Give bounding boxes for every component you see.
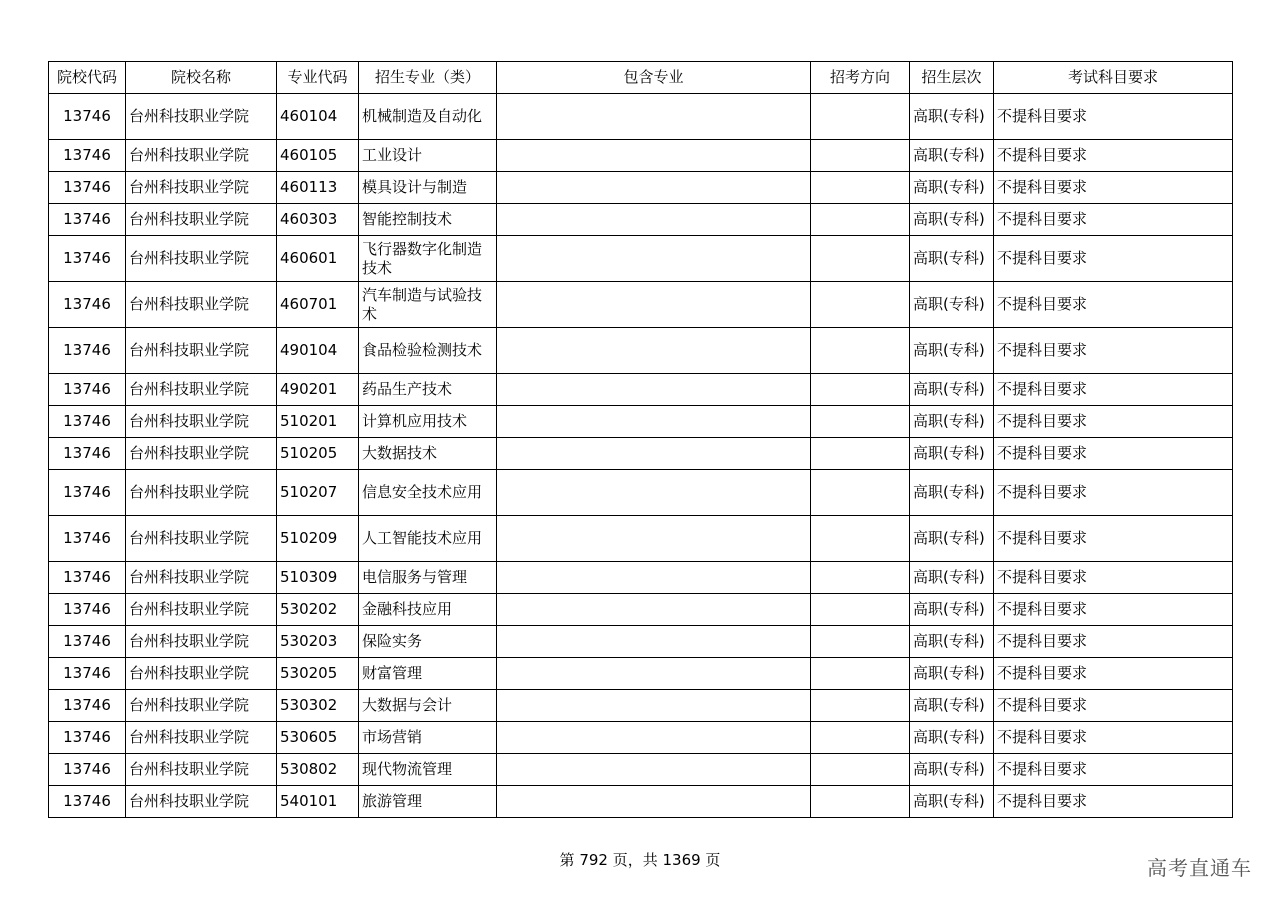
- subject-requirement-cell: 不提科目要求: [994, 140, 1233, 172]
- level-cell: 高职(专科): [910, 690, 994, 722]
- school-name-cell: 台州科技职业学院: [126, 690, 277, 722]
- direction-cell: [811, 516, 910, 562]
- table-row: [49, 94, 1233, 140]
- subject-requirement-cell: 不提科目要求: [994, 328, 1233, 374]
- level-cell: 高职(专科): [910, 282, 994, 328]
- subject-requirement-cell: 不提科目要求: [994, 204, 1233, 236]
- school-name-cell: 台州科技职业学院: [126, 786, 277, 818]
- subject-requirement-cell: 不提科目要求: [994, 594, 1233, 626]
- major-name-cell: 大数据与会计: [359, 690, 497, 722]
- school-name-cell: 台州科技职业学院: [126, 282, 277, 328]
- school-name-cell: 台州科技职业学院: [126, 562, 277, 594]
- school-name-cell: 台州科技职业学院: [126, 374, 277, 406]
- included-majors-cell: [497, 690, 811, 722]
- school-code-cell: 13746: [49, 328, 126, 374]
- table-row: [49, 470, 1233, 516]
- school-code-cell: 13746: [49, 94, 126, 140]
- level-cell: 高职(专科): [910, 658, 994, 690]
- school-name-cell: 台州科技职业学院: [126, 516, 277, 562]
- included-majors-cell: [497, 328, 811, 374]
- direction-cell: [811, 722, 910, 754]
- level-cell: 高职(专科): [910, 786, 994, 818]
- major-code-cell: 460303: [277, 204, 359, 236]
- included-majors-cell: [497, 282, 811, 328]
- school-name-cell: 台州科技职业学院: [126, 470, 277, 516]
- included-majors-cell: [497, 438, 811, 470]
- school-name-cell: 台州科技职业学院: [126, 658, 277, 690]
- major-name-cell: 人工智能技术应用: [359, 516, 497, 562]
- major-name-cell: 智能控制技术: [359, 204, 497, 236]
- included-majors-cell: [497, 374, 811, 406]
- school-code-cell: 13746: [49, 722, 126, 754]
- major-name-cell: 现代物流管理: [359, 754, 497, 786]
- header-major: 招生专业（类）: [359, 62, 497, 94]
- header-subject-requirement: 考试科目要求: [994, 62, 1233, 94]
- included-majors-cell: [497, 722, 811, 754]
- major-name-cell: 机械制造及自动化: [359, 94, 497, 140]
- major-name-cell: 财富管理: [359, 658, 497, 690]
- level-cell: 高职(专科): [910, 626, 994, 658]
- direction-cell: [811, 204, 910, 236]
- subject-requirement-cell: 不提科目要求: [994, 374, 1233, 406]
- direction-cell: [811, 562, 910, 594]
- direction-cell: [811, 282, 910, 328]
- table-row: [49, 594, 1233, 626]
- subject-requirement-cell: 不提科目要求: [994, 172, 1233, 204]
- subject-requirement-cell: 不提科目要求: [994, 754, 1233, 786]
- direction-cell: [811, 236, 910, 282]
- included-majors-cell: [497, 94, 811, 140]
- major-code-cell: 530802: [277, 754, 359, 786]
- school-code-cell: 13746: [49, 516, 126, 562]
- direction-cell: [811, 374, 910, 406]
- direction-cell: [811, 658, 910, 690]
- table-row: [49, 690, 1233, 722]
- header-major-code: 专业代码: [277, 62, 359, 94]
- subject-requirement-cell: 不提科目要求: [994, 94, 1233, 140]
- major-code-cell: 530302: [277, 690, 359, 722]
- major-name-cell: 药品生产技术: [359, 374, 497, 406]
- school-name-cell: 台州科技职业学院: [126, 754, 277, 786]
- major-code-cell: 540101: [277, 786, 359, 818]
- subject-requirement-cell: 不提科目要求: [994, 236, 1233, 282]
- major-code-cell: 530203: [277, 626, 359, 658]
- subject-requirement-cell: 不提科目要求: [994, 626, 1233, 658]
- major-code-cell: 460701: [277, 282, 359, 328]
- school-code-cell: 13746: [49, 470, 126, 516]
- level-cell: 高职(专科): [910, 140, 994, 172]
- level-cell: 高职(专科): [910, 470, 994, 516]
- major-code-cell: 460104: [277, 94, 359, 140]
- school-code-cell: 13746: [49, 658, 126, 690]
- school-code-cell: 13746: [49, 172, 126, 204]
- school-name-cell: 台州科技职业学院: [126, 722, 277, 754]
- school-name-cell: 台州科技职业学院: [126, 438, 277, 470]
- admissions-table: [48, 61, 1233, 818]
- major-code-cell: 510201: [277, 406, 359, 438]
- subject-requirement-cell: 不提科目要求: [994, 786, 1233, 818]
- included-majors-cell: [497, 754, 811, 786]
- major-name-cell: 保险实务: [359, 626, 497, 658]
- school-name-cell: 台州科技职业学院: [126, 172, 277, 204]
- school-name-cell: 台州科技职业学院: [126, 406, 277, 438]
- included-majors-cell: [497, 594, 811, 626]
- page-number: 第 792 页，共 1369 页: [559, 851, 721, 869]
- school-code-cell: 13746: [49, 690, 126, 722]
- direction-cell: [811, 626, 910, 658]
- direction-cell: [811, 786, 910, 818]
- major-name-cell: 汽车制造与试验技术: [359, 282, 497, 328]
- school-name-cell: 台州科技职业学院: [126, 236, 277, 282]
- included-majors-cell: [497, 406, 811, 438]
- major-code-cell: 490201: [277, 374, 359, 406]
- major-code-cell: 530202: [277, 594, 359, 626]
- subject-requirement-cell: 不提科目要求: [994, 690, 1233, 722]
- table-row: [49, 282, 1233, 328]
- direction-cell: [811, 470, 910, 516]
- included-majors-cell: [497, 204, 811, 236]
- table-row: [49, 438, 1233, 470]
- table-body: [49, 94, 1233, 818]
- included-majors-cell: [497, 626, 811, 658]
- level-cell: 高职(专科): [910, 754, 994, 786]
- subject-requirement-cell: 不提科目要求: [994, 562, 1233, 594]
- table-row: [49, 516, 1233, 562]
- major-name-cell: 工业设计: [359, 140, 497, 172]
- included-majors-cell: [497, 516, 811, 562]
- school-name-cell: 台州科技职业学院: [126, 94, 277, 140]
- direction-cell: [811, 754, 910, 786]
- major-name-cell: 市场营销: [359, 722, 497, 754]
- direction-cell: [811, 328, 910, 374]
- major-name-cell: 飞行器数字化制造技术: [359, 236, 497, 282]
- header-level: 招生层次: [910, 62, 994, 94]
- header-school-name: 院校名称: [126, 62, 277, 94]
- subject-requirement-cell: 不提科目要求: [994, 470, 1233, 516]
- table-row: [49, 374, 1233, 406]
- major-name-cell: 电信服务与管理: [359, 562, 497, 594]
- table-row: [49, 328, 1233, 374]
- included-majors-cell: [497, 172, 811, 204]
- major-code-cell: 530605: [277, 722, 359, 754]
- major-code-cell: 510209: [277, 516, 359, 562]
- major-name-cell: 信息安全技术应用: [359, 470, 497, 516]
- direction-cell: [811, 94, 910, 140]
- included-majors-cell: [497, 236, 811, 282]
- direction-cell: [811, 172, 910, 204]
- included-majors-cell: [497, 470, 811, 516]
- school-name-cell: 台州科技职业学院: [126, 328, 277, 374]
- subject-requirement-cell: 不提科目要求: [994, 406, 1233, 438]
- school-name-cell: 台州科技职业学院: [126, 626, 277, 658]
- school-code-cell: 13746: [49, 374, 126, 406]
- major-code-cell: 490104: [277, 328, 359, 374]
- level-cell: 高职(专科): [910, 204, 994, 236]
- school-code-cell: 13746: [49, 438, 126, 470]
- school-code-cell: 13746: [49, 236, 126, 282]
- table-row: [49, 562, 1233, 594]
- table-row: [49, 786, 1233, 818]
- subject-requirement-cell: 不提科目要求: [994, 438, 1233, 470]
- major-name-cell: 旅游管理: [359, 786, 497, 818]
- table-header-row: [49, 62, 1233, 94]
- major-name-cell: 计算机应用技术: [359, 406, 497, 438]
- school-code-cell: 13746: [49, 282, 126, 328]
- major-name-cell: 食品检验检测技术: [359, 328, 497, 374]
- included-majors-cell: [497, 658, 811, 690]
- level-cell: 高职(专科): [910, 94, 994, 140]
- direction-cell: [811, 690, 910, 722]
- school-code-cell: 13746: [49, 406, 126, 438]
- level-cell: 高职(专科): [910, 374, 994, 406]
- direction-cell: [811, 140, 910, 172]
- header-school-code: 院校代码: [49, 62, 126, 94]
- included-majors-cell: [497, 562, 811, 594]
- major-name-cell: 模具设计与制造: [359, 172, 497, 204]
- school-name-cell: 台州科技职业学院: [126, 204, 277, 236]
- direction-cell: [811, 594, 910, 626]
- major-code-cell: 460601: [277, 236, 359, 282]
- school-code-cell: 13746: [49, 140, 126, 172]
- direction-cell: [811, 406, 910, 438]
- major-code-cell: 510207: [277, 470, 359, 516]
- header-direction: 招考方向: [811, 62, 910, 94]
- level-cell: 高职(专科): [910, 236, 994, 282]
- included-majors-cell: [497, 140, 811, 172]
- major-code-cell: 460105: [277, 140, 359, 172]
- level-cell: 高职(专科): [910, 562, 994, 594]
- subject-requirement-cell: 不提科目要求: [994, 516, 1233, 562]
- major-code-cell: 510205: [277, 438, 359, 470]
- school-code-cell: 13746: [49, 204, 126, 236]
- school-name-cell: 台州科技职业学院: [126, 140, 277, 172]
- included-majors-cell: [497, 786, 811, 818]
- direction-cell: [811, 438, 910, 470]
- table-row: [49, 172, 1233, 204]
- table-row: [49, 626, 1233, 658]
- level-cell: 高职(专科): [910, 328, 994, 374]
- subject-requirement-cell: 不提科目要求: [994, 722, 1233, 754]
- major-name-cell: 金融科技应用: [359, 594, 497, 626]
- watermark: 高考直通车: [1147, 856, 1252, 880]
- level-cell: 高职(专科): [910, 594, 994, 626]
- level-cell: 高职(专科): [910, 172, 994, 204]
- level-cell: 高职(专科): [910, 516, 994, 562]
- major-code-cell: 460113: [277, 172, 359, 204]
- table-row: [49, 658, 1233, 690]
- level-cell: 高职(专科): [910, 722, 994, 754]
- major-name-cell: 大数据技术: [359, 438, 497, 470]
- school-name-cell: 台州科技职业学院: [126, 594, 277, 626]
- school-code-cell: 13746: [49, 562, 126, 594]
- level-cell: 高职(专科): [910, 406, 994, 438]
- school-code-cell: 13746: [49, 754, 126, 786]
- table-row: [49, 140, 1233, 172]
- table-row: [49, 722, 1233, 754]
- table-row: [49, 204, 1233, 236]
- header-included-majors: 包含专业: [497, 62, 811, 94]
- school-code-cell: 13746: [49, 626, 126, 658]
- subject-requirement-cell: 不提科目要求: [994, 658, 1233, 690]
- major-code-cell: 530205: [277, 658, 359, 690]
- table-row: [49, 236, 1233, 282]
- school-code-cell: 13746: [49, 786, 126, 818]
- level-cell: 高职(专科): [910, 438, 994, 470]
- major-code-cell: 510309: [277, 562, 359, 594]
- subject-requirement-cell: 不提科目要求: [994, 282, 1233, 328]
- table-row: [49, 406, 1233, 438]
- school-code-cell: 13746: [49, 594, 126, 626]
- table-row: [49, 754, 1233, 786]
